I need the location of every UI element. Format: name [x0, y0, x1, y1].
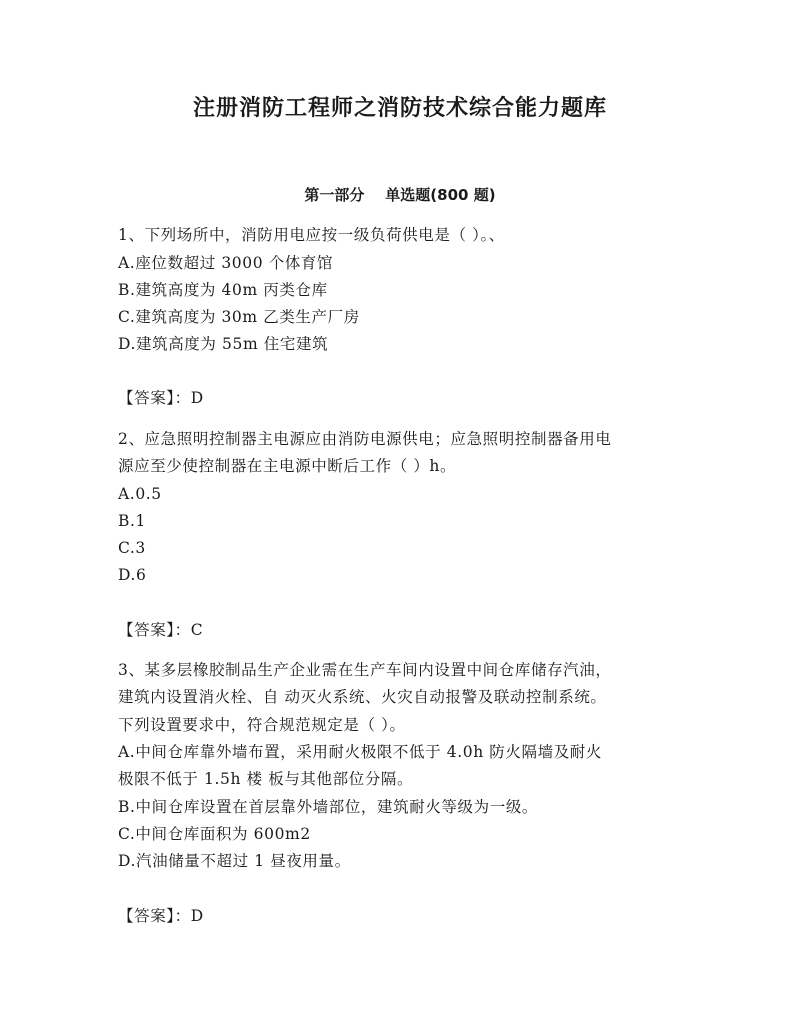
question-1-answer: 【答案】：D	[118, 389, 204, 407]
question-1-option-b: B.建筑高度为 40m 丙类仓库	[118, 281, 328, 299]
question-3-option-c: C.中间仓库面积为 600m2	[118, 825, 311, 843]
question-3-option-d: D.汽油储量不超过 1 昼夜用量。	[118, 852, 351, 870]
question-1-stem-line-1: 1、下列场所中，消防用电应按一级负荷供电是（ ）。、	[118, 226, 505, 244]
question-1-option-d: D.建筑高度为 55m 住宅建筑	[118, 335, 329, 353]
question-1-option-a: A.座位数超过 3000 个体育馆	[118, 254, 334, 272]
question-2-option-c: C.3	[118, 539, 146, 557]
question-2-stem-line-2: 源应至少使控制器在主电源中断后工作（ ）h。	[118, 457, 457, 475]
question-3-stem-line-1: 3、某多层橡胶制品生产企业需在生产车间内设置中间仓库储存汽油，	[118, 661, 612, 679]
question-1-option-c: C.建筑高度为 30m 乙类生产厂房	[118, 308, 360, 326]
question-3-stem-line-3: 下列设置要求中，符合规范规定是（ ）。	[118, 716, 406, 734]
question-3-option-b: B.中间仓库设置在首层靠外墙部位，建筑耐火等级为一级。	[118, 798, 539, 816]
question-3-option-a-line-1: A.中间仓库靠外墙布置，采用耐火极限不低于 4.0h 防火隔墙及耐火	[118, 743, 603, 761]
question-3-stem-line-2: 建筑内设置消火栓、自 动灭火系统、火灾自动报警及联动控制系统。	[118, 688, 607, 706]
question-3-option-a-line-2: 极限不低于 1.5h 楼 板与其他部位分隔。	[118, 770, 414, 788]
question-2-option-b: B.1	[118, 512, 146, 530]
section-title: 第一部分 单选题(800 题)	[304, 186, 496, 204]
question-2-option-a: A.0.5	[118, 485, 162, 503]
question-2-answer: 【答案】：C	[118, 621, 204, 639]
question-2-option-d: D.6	[118, 566, 147, 584]
question-3-answer: 【答案】：D	[118, 907, 204, 925]
question-2-stem-line-1: 2、应急照明控制器主电源应由消防电源供电；应急照明控制器备用电	[118, 430, 612, 448]
document-title: 注册消防工程师之消防技术综合能力题库	[192, 96, 607, 121]
